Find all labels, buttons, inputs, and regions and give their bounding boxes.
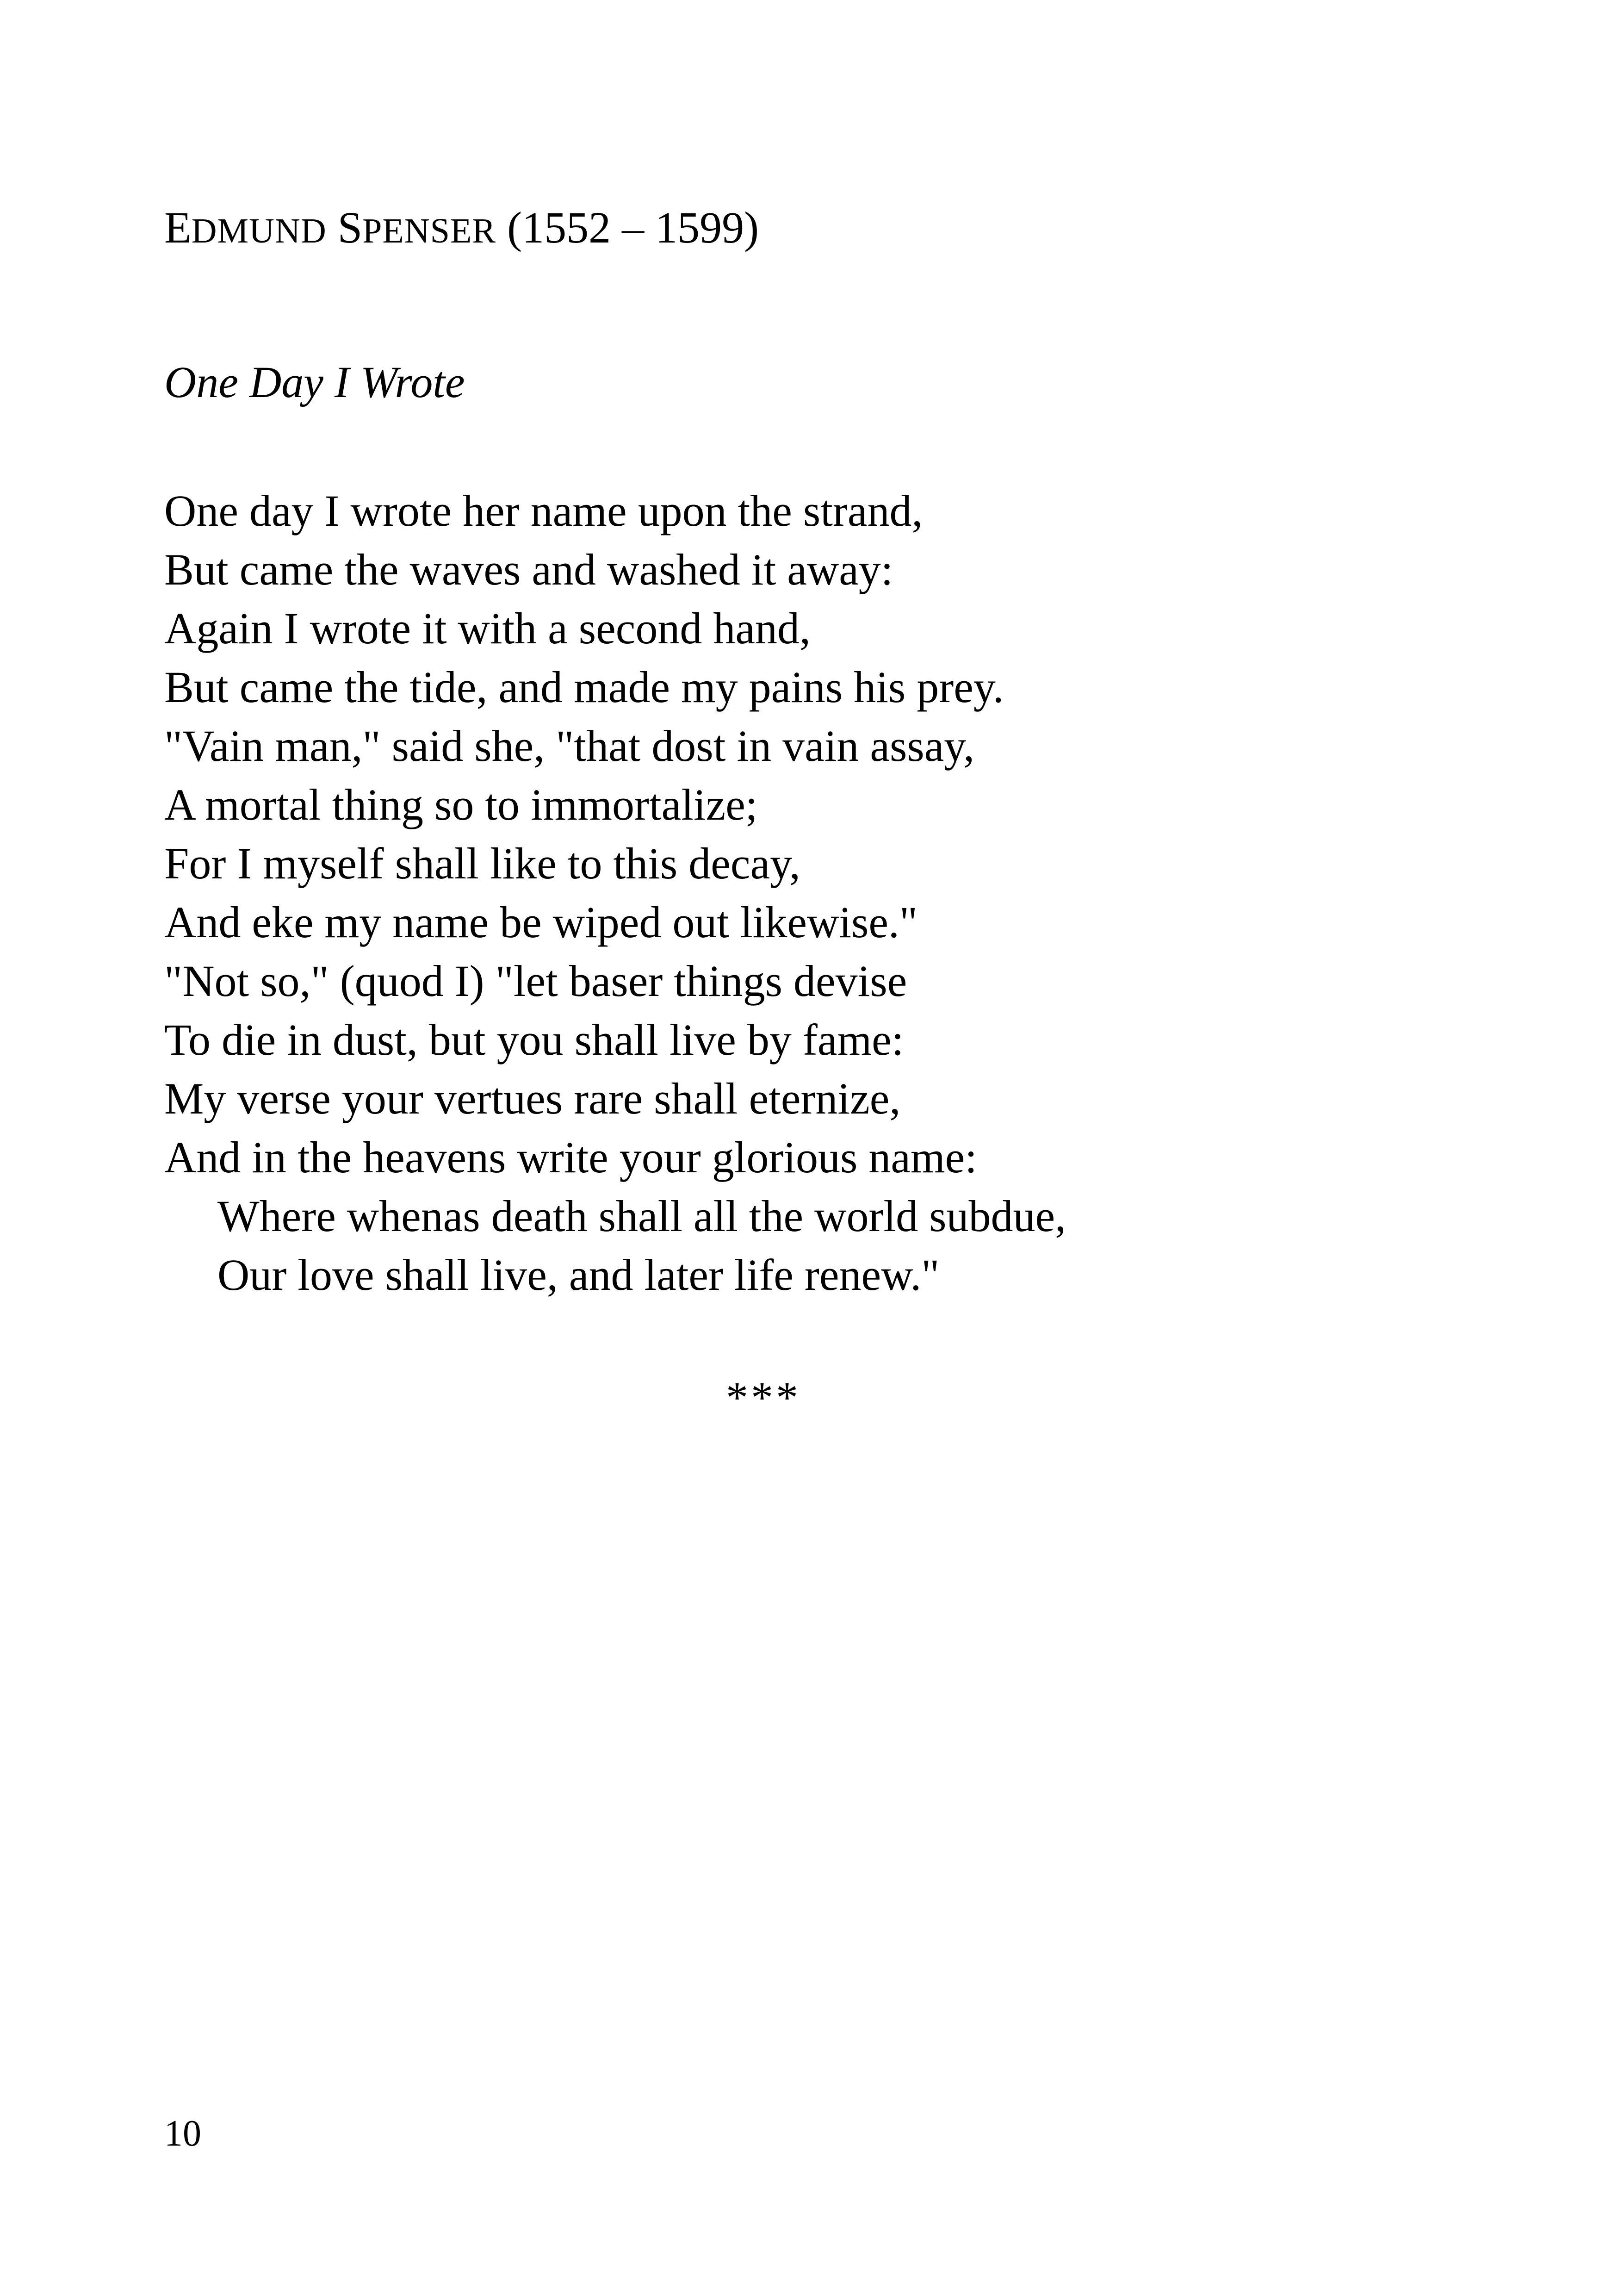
poem-line: "Not so," (quod I) "let baser things devise — [164, 956, 907, 1006]
poem-title: One Day I Wrote — [164, 357, 465, 407]
author-last-rest: PENSER — [362, 212, 496, 250]
poem-couplet-line: Where whenas death shall all the world subdue, — [217, 1191, 1066, 1241]
poem-line: And in the heavens write your glorious name: — [164, 1132, 977, 1182]
author-heading — [164, 200, 759, 259]
poem-body — [164, 481, 1066, 1304]
author-last-initial: S — [337, 203, 363, 252]
poem-line: To die in dust, but you shall live by fame: — [164, 1015, 904, 1064]
poem-line: Again I wrote it with a second hand, — [164, 604, 811, 653]
poem-line: But came the waves and washed it away: — [164, 545, 893, 594]
poem-line: But came the tide, and made my pains his prey. — [164, 662, 1004, 712]
poem-couplet-line: Our love shall live, and later life renew." — [217, 1250, 940, 1300]
poem-line: One day I wrote her name upon the strand, — [164, 486, 923, 535]
poem-line: And eke my name be wiped out likewise." — [164, 897, 918, 947]
page-number: 10 — [164, 2113, 201, 2154]
poem-line: "Vain man," said she, "that dost in vain assay, — [164, 721, 975, 771]
poem-line: A mortal thing so to immortalize; — [164, 780, 758, 829]
author-first-initial: E — [164, 203, 192, 252]
poem-line: For I myself shall like to this decay, — [164, 839, 800, 888]
section-separator: *** — [726, 1373, 801, 1422]
author-first-rest: DMUND — [191, 212, 327, 250]
author-dates: (1552 – 1599) — [507, 203, 759, 252]
poem-line: My verse your vertues rare shall eternize, — [164, 1074, 901, 1123]
